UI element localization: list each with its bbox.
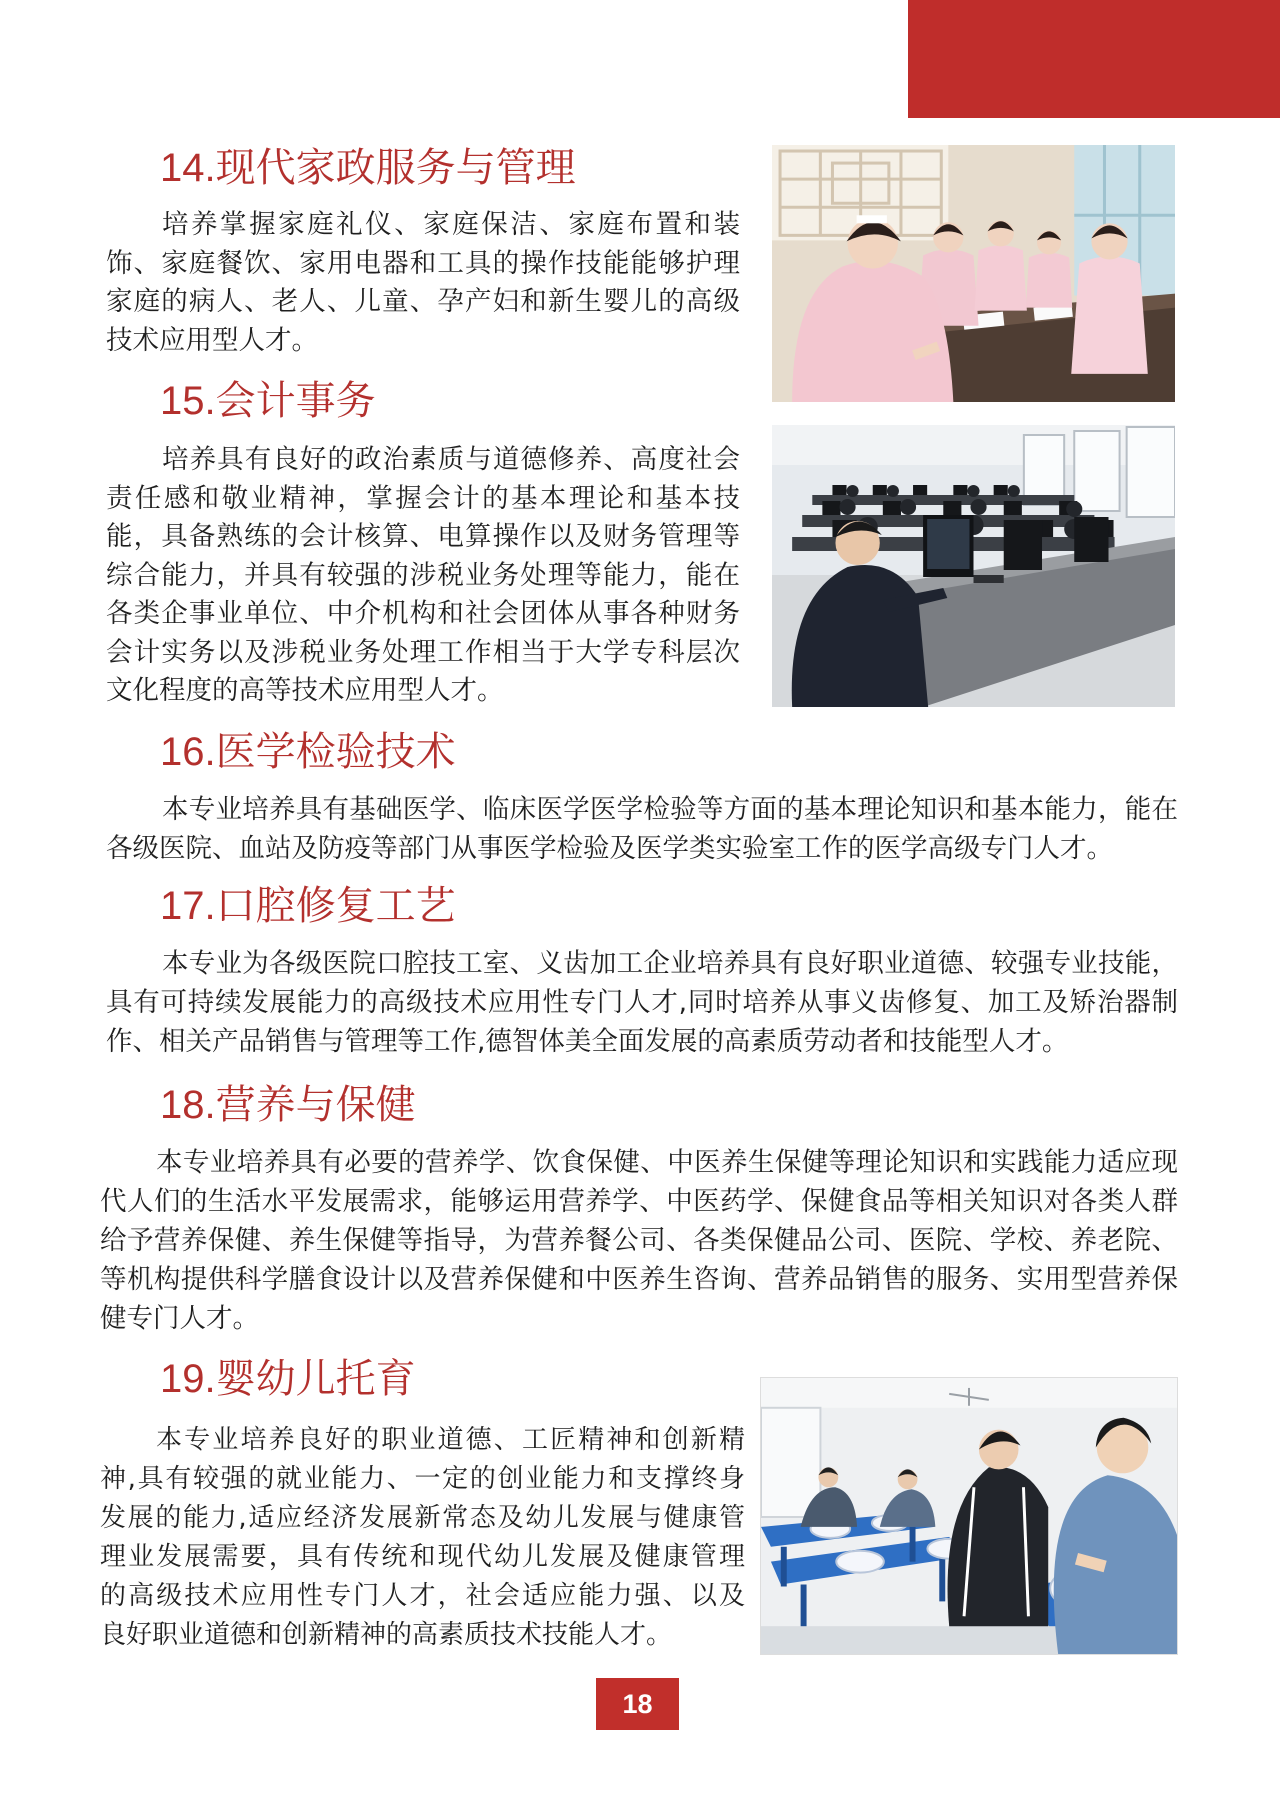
paragraph-line: 能，具备熟练的会计核算、电算操作以及财务管理等 (106, 521, 740, 552)
paragraph-line: 培养具有良好的政治素质与道德修养、高度社会 (162, 444, 740, 475)
paragraph-line: 具有可持续发展能力的高级技术应用性专门人才,同时培养从事义齿修复、加工及矫治器制 (106, 987, 1178, 1018)
paragraph-line: 神,具有较强的就业能力、一定的创业能力和支撑终身 (100, 1464, 745, 1494)
section-title: 18.营养与保健 (160, 1083, 416, 1127)
paragraph-line: 技术应用型人才。 (106, 324, 318, 356)
header-accent-bar (908, 0, 1280, 118)
paragraph-line: 培养掌握家庭礼仪、家庭保洁、家庭布置和装 (162, 209, 740, 240)
paragraph-line: 各级医院、血站及防疫等部门从事医学检验及医学类实验室工作的医学高级专门人才。 (106, 833, 1113, 864)
section-body (106, 790, 1178, 868)
paragraph-line: 责任感和敬业精神，掌握会计的基本理论和基本技 (106, 482, 740, 514)
paragraph-line: 家庭的病人、老人、儿童、孕产妇和新生婴儿的高级 (106, 286, 740, 317)
paragraph-line: 本专业为各级医院口腔技工室、义齿加工企业培养具有良好职业道德、较强专业技能， (162, 948, 1178, 979)
section-title: 15.会计事务 (160, 379, 376, 423)
paragraph-line: 本专业培养具有必要的营养学、饮食保健、中医养生保健等理论知识和实践能力适应现 (156, 1147, 1178, 1178)
section-title: 16.医学检验技术 (160, 730, 456, 774)
paragraph-line: 给予营养保健、养生保健等指导，为营养餐公司、各类保健品公司、医院、学校、养老院、 (100, 1225, 1178, 1256)
paragraph-line: 综合能力，并具有较强的涉税业务处理等能力，能在 (106, 559, 740, 591)
photo-home-service-class (772, 145, 1175, 402)
paragraph-line: 本专业培养良好的职业道德、工匠精神和创新精 (156, 1425, 745, 1455)
section-title: 14.现代家政服务与管理 (160, 146, 576, 190)
paragraph-line: 的高级技术应用性专门人才，社会适应能力强、以及 (100, 1581, 745, 1611)
section-body (100, 1421, 745, 1655)
paragraph-line: 本专业培养具有基础医学、临床医学医学检验等方面的基本理论知识和基本能力，能在 (162, 794, 1178, 825)
paragraph-line: 饰、家庭餐饮、家用电器和工具的操作技能能够护理 (106, 247, 740, 279)
section-body (106, 441, 740, 711)
section-title: 17.口腔修复工艺 (160, 884, 456, 928)
section-body (106, 944, 1178, 1061)
page-number: 18 (596, 1678, 679, 1730)
paragraph-line: 等机构提供科学膳食设计以及营养保健和中医养生咨询、营养品销售的服务、实用型营养保 (100, 1264, 1178, 1295)
paragraph-line: 会计实务以及涉税业务处理工作相当于大学专科层次 (106, 636, 740, 668)
section-body (100, 1143, 1178, 1338)
section-body (106, 206, 740, 360)
paragraph-line: 良好职业道德和创新精神的高素质技术技能人才。 (100, 1620, 673, 1650)
paragraph-line: 各类企事业单位、中介机构和社会团体从事各种财务 (106, 598, 740, 629)
paragraph-line: 作、相关产品销售与管理等工作,德智体美全面发展的高素质劳动者和技能型人才。 (106, 1026, 1069, 1057)
paragraph-line: 健专门人才。 (100, 1303, 259, 1334)
paragraph-line: 文化程度的高等技术应用型人才。 (106, 675, 504, 706)
section-title: 19.婴幼儿托育 (160, 1357, 416, 1401)
photo-infant-care-class (760, 1377, 1178, 1655)
paragraph-line: 理业发展需要，具有传统和现代幼儿发展及健康管理 (100, 1542, 745, 1572)
paragraph-line: 代人们的生活水平发展需求，能够运用营养学、中医药学、保健食品等相关知识对各类人群 (100, 1186, 1178, 1217)
paragraph-line: 发展的能力,适应经济发展新常态及幼儿发展与健康管 (100, 1503, 745, 1533)
photo-computer-lab (772, 425, 1175, 707)
